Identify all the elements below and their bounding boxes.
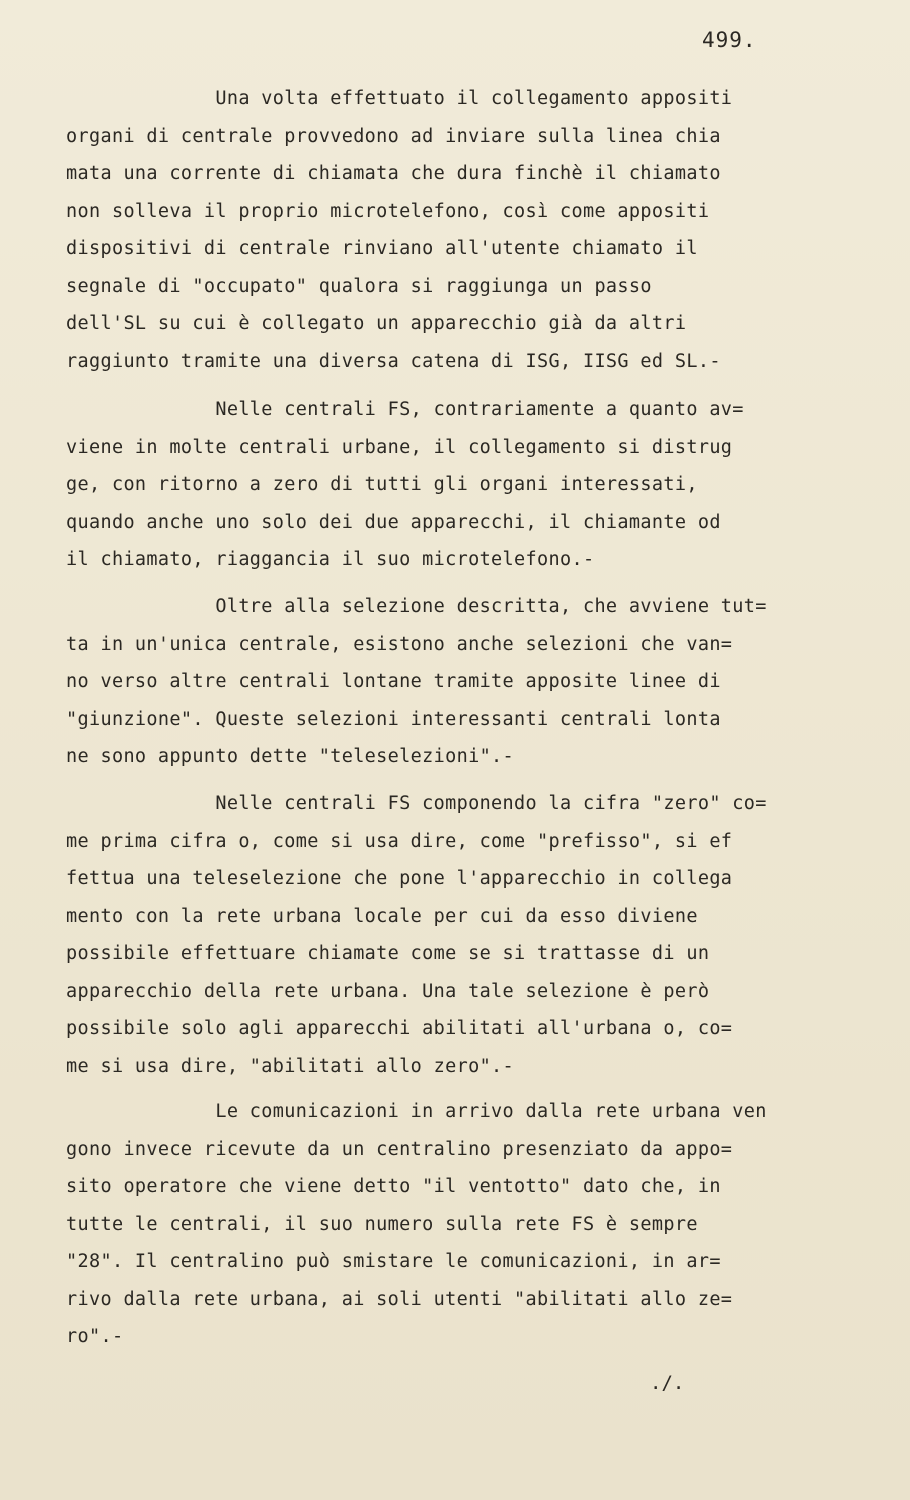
text-line: possibile effettuare chiamate come se si trattasse di un bbox=[66, 943, 710, 964]
text-line: mento con la rete urbana locale per cui da esso diviene bbox=[66, 905, 698, 927]
text-line: "giunzione". Queste selezioni interessanti centrali lonta bbox=[66, 708, 721, 730]
continuation-mark: ./. bbox=[650, 1372, 685, 1394]
text-line: dell'SL su cui è collegato un apparecchio già da altri bbox=[66, 313, 687, 334]
text-line: sito operatore che viene detto "il ventotto" dato che, in bbox=[66, 1176, 721, 1197]
paragraph-5 bbox=[66, 1093, 826, 1356]
text-line: me prima cifra o, come si usa dire, come "prefisso", si ef bbox=[66, 830, 733, 852]
paragraph-4 bbox=[66, 785, 826, 1085]
text-line: rivo dalla rete urbana, ai soli utenti "abilitati allo ze= bbox=[66, 1288, 733, 1310]
text-line: organi di centrale provvedono ad inviare sulla linea chia bbox=[66, 125, 721, 147]
text-line: tutte le centrali, il suo numero sulla rete FS è sempre bbox=[66, 1213, 698, 1235]
text-line: no verso altre centrali lontane tramite apposite linee di bbox=[66, 671, 721, 692]
text-line: Oltre alla selezione descritta, che avviene tut= bbox=[66, 596, 767, 617]
text-line: Nelle centrali FS, contrariamente a quanto av= bbox=[66, 399, 744, 420]
text-line: possibile solo agli apparecchi abilitati all'urbana o, co= bbox=[66, 1018, 733, 1039]
text-line: ta in un'unica centrale, esistono anche selezioni che van= bbox=[66, 633, 733, 655]
text-line: non solleva il proprio microtelefono, così come appositi bbox=[66, 200, 710, 222]
text-line: quando anche uno solo dei due apparecchi, il chiamante od bbox=[66, 511, 721, 533]
text-line: "28". Il centralino può smistare le comunicazioni, in ar= bbox=[66, 1251, 721, 1272]
paragraph-3 bbox=[66, 588, 826, 776]
text-line: viene in molte centrali urbane, il collegamento si distrug bbox=[66, 436, 733, 458]
text-line: dispositivi di centrale rinviano all'utente chiamato il bbox=[66, 238, 698, 259]
text-line: il chiamato, riaggancia il suo microtelefono.- bbox=[66, 549, 595, 570]
text-line: ro".- bbox=[66, 1326, 124, 1347]
page-number: 499. bbox=[702, 28, 757, 52]
text-line: segnale di "occupato" qualora si raggiunga un passo bbox=[66, 275, 652, 297]
text-line: raggiunto tramite una diversa catena di ISG, IISG ed SL.- bbox=[66, 350, 721, 372]
text-line: me si usa dire, "abilitati allo zero".- bbox=[66, 1055, 515, 1077]
text-line: Le comunicazioni in arrivo dalla rete urbana ven bbox=[66, 1101, 767, 1122]
text-line: Una volta effettuato il collegamento appositi bbox=[66, 88, 733, 109]
text-line: fettua una teleselezione che pone l'apparecchio in collega bbox=[66, 868, 733, 889]
paragraph-2 bbox=[66, 391, 826, 579]
text-line: mata una corrente di chiamata che dura finchè il chiamato bbox=[66, 163, 721, 184]
text-line: ge, con ritorno a zero di tutti gli organi interessati, bbox=[66, 474, 698, 495]
text-line: Nelle centrali FS componendo la cifra "zero" co= bbox=[66, 793, 767, 814]
paragraph-1 bbox=[66, 80, 826, 380]
text-line: gono invece ricevute da un centralino presenziato da appo= bbox=[66, 1138, 733, 1160]
text-line: ne sono appunto dette "teleselezioni".- bbox=[66, 746, 515, 767]
text-line: apparecchio della rete urbana. Una tale selezione è però bbox=[66, 980, 710, 1002]
